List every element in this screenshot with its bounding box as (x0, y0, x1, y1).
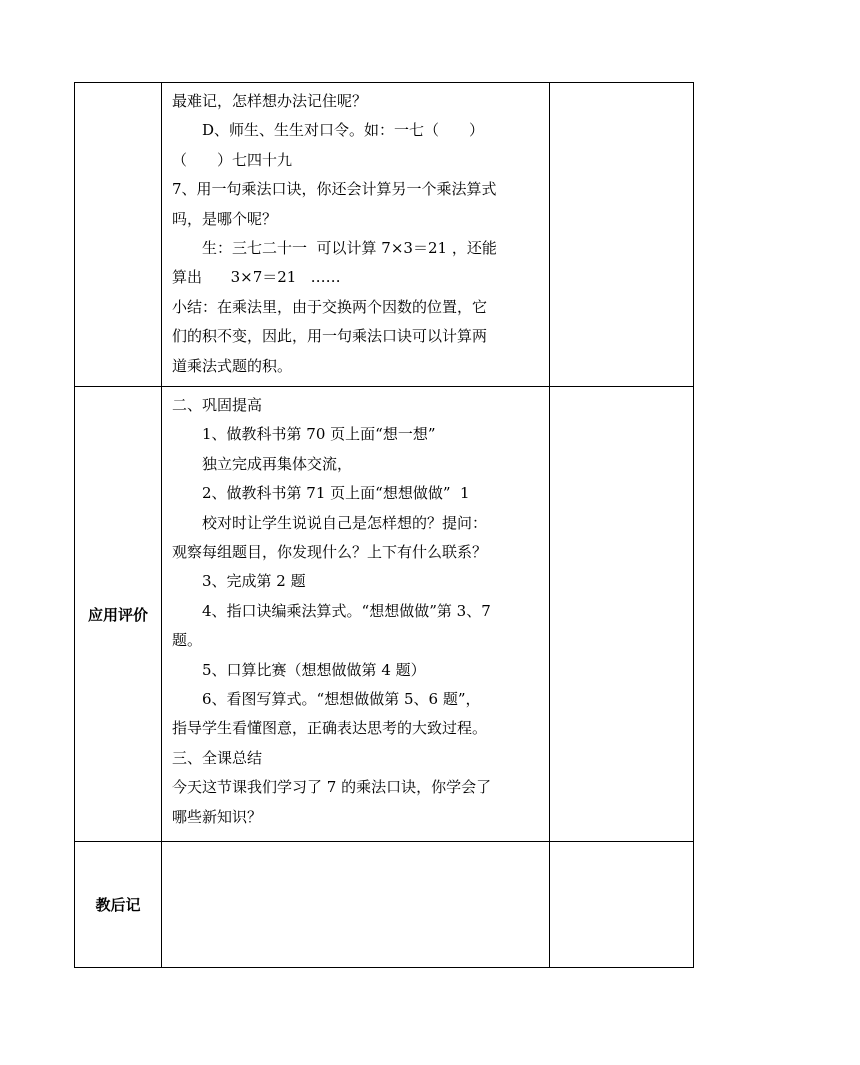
content-line: 3、完成第 2 题 (202, 572, 306, 591)
content-line: 小结：在乘法里，由于交换两个因数的位置，它 (172, 297, 488, 316)
content-line: 观察每组题目，你发现什么？上下有什么联系？ (172, 543, 488, 562)
row-note (550, 83, 694, 387)
content-line: 5、口算比赛（想想做做第 4 题） (202, 660, 426, 679)
table-body (75, 83, 694, 968)
row-label (75, 83, 162, 387)
table-row (75, 83, 694, 387)
content-line: 1、做教科书第 70 页上面“想一想” (202, 425, 436, 444)
content-line: 三、全课总结 (172, 748, 263, 767)
content-line: 独立完成再集体交流， (202, 454, 353, 473)
content-line: 4、指口诀编乘法算式。“想想做做”第 3、7 (202, 601, 491, 620)
content-line: 校对时让学生说说自己是怎样想的？提问： (202, 513, 488, 532)
content-line: D、师生、生生对口令。如：一七（ ） (202, 121, 485, 140)
content-line: 指导学生看懂图意，正确表达思考的大致过程。 (172, 719, 488, 738)
content-line: 吗，是哪个呢？ (172, 209, 278, 228)
content-line: 今天这节课我们学习了 7 的乘法口诀，你学会了 (172, 778, 492, 797)
content-line: 6、看图写算式。“想想做做第 5、6 题”， (202, 690, 481, 709)
content-line: 最难记，怎样想办法记住呢？ (172, 92, 368, 110)
row-note (550, 842, 694, 968)
row-content (162, 842, 550, 968)
row-label: 应用评价 (75, 387, 162, 842)
content-line: 二、巩固提高 (172, 396, 263, 414)
row-note (550, 387, 694, 842)
content-line: 算出 3×7＝21 …… (172, 268, 341, 287)
row-content (162, 387, 550, 842)
row-label: 教后记 (75, 842, 162, 968)
table-row (75, 387, 694, 842)
content-line: （ ）七四十九 (172, 150, 293, 169)
content-line: 哪些新知识？ (172, 807, 263, 826)
content-line: 道乘法式题的积。 (172, 356, 293, 375)
content-line: 题。 (172, 631, 203, 650)
lesson-plan-table (74, 82, 694, 968)
content-line: 2、做教科书第 71 页上面“想想做做” 1 (202, 484, 470, 503)
row-content (162, 83, 550, 387)
content-line: 7、用一句乘法口诀，你还会计算另一个乘法算式 (172, 180, 497, 199)
content-line: 们的积不变，因此，用一句乘法口诀可以计算两 (172, 327, 488, 346)
content-line: 生：三七二十一 可以计算 7×3＝21 ，还能 (202, 239, 497, 258)
table-row (75, 842, 694, 968)
